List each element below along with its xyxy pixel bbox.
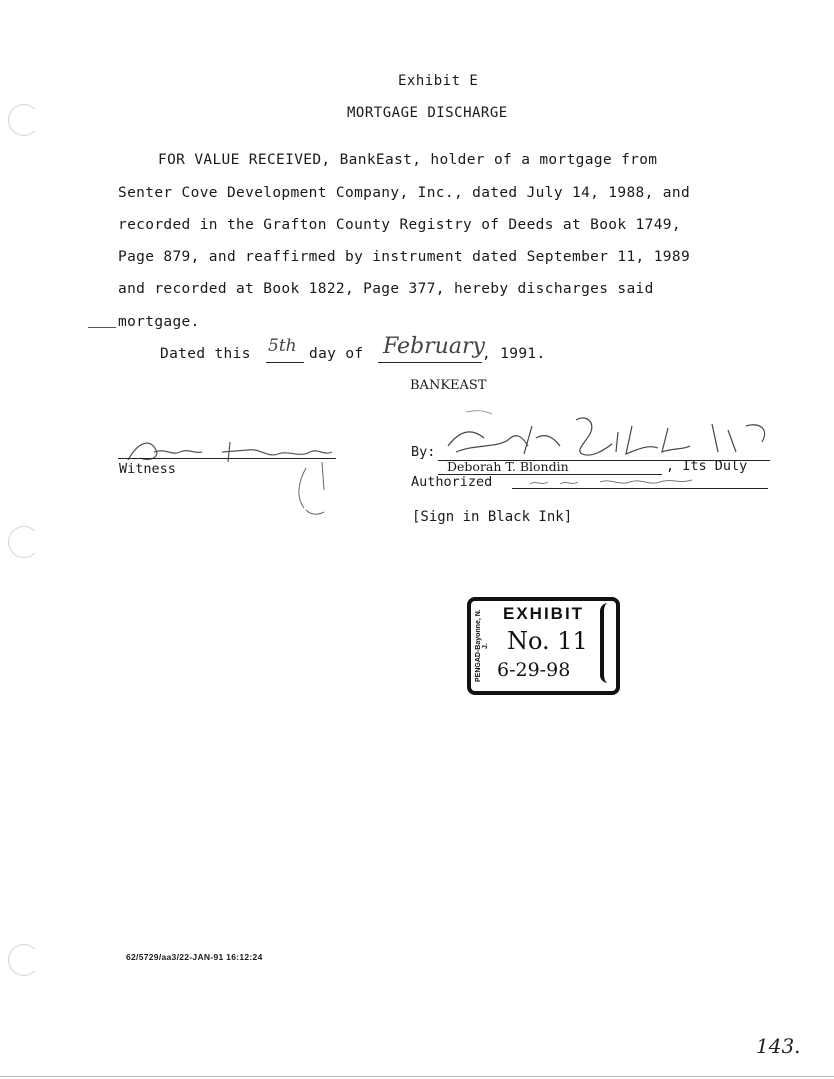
bank-name: BANKEAST [410,378,487,393]
body-line-4: Page 879, and reaffirmed by instrument dated September 11, 1989 [118,249,691,265]
footer-code: 62/5729/aa3/22-JAN-91 16:12:24 [126,952,263,962]
stamp-side-text: PENGAD-Bayonne, N. J. [475,609,489,683]
body-line-3: recorded in the Grafton County Registry of Deeds at Book 1749, [118,217,681,233]
body-line-2: Senter Cove Development Company, Inc., dated July 14, 1988, and [118,185,691,201]
dated-mid: day of [309,346,364,362]
signer-name: Deborah T. Blondin [447,459,569,474]
sign-instruction: [Sign in Black Ink] [412,509,573,525]
stamp-ring-mark [600,603,620,683]
authorized-label: Authorized [411,474,493,490]
exhibit-heading: Exhibit E [398,73,479,89]
dated-prefix: Dated this [160,346,251,362]
page-number: 143. [756,1034,801,1058]
document-title: MORTGAGE DISCHARGE [347,105,508,121]
witness-line [118,458,336,459]
dated-month-handwritten: February [383,334,485,359]
by-label: By: [411,444,436,460]
dated-month-underline [378,362,482,363]
authorized-handwriting [520,474,720,494]
authorized-underline [512,488,768,489]
binder-hole-bottom [8,944,40,976]
body-line-6: mortgage. [118,314,200,330]
binder-hole-top [8,104,40,136]
exhibit-stamp [467,597,620,695]
its-duly-text: , Its Duly [666,458,748,474]
stamp-date: 6-29-98 [497,659,571,681]
bottom-edge-line [0,1076,834,1077]
witness-label: Witness [119,461,176,477]
body-line-1: FOR VALUE RECEIVED, BankEast, holder of a mortgage from [158,152,658,168]
stamp-number: No. 11 [507,627,588,655]
dated-day-underline [266,362,304,363]
dated-year: , 1991. [482,346,546,362]
body-line-5: and recorded at Book 1822, Page 377, hereby discharges said [118,281,654,297]
stamp-title: EXHIBIT [503,604,585,623]
binder-hole-middle [8,526,40,558]
dated-day-handwritten: 5th [268,336,297,356]
mortgage-dash-mark [88,327,116,328]
